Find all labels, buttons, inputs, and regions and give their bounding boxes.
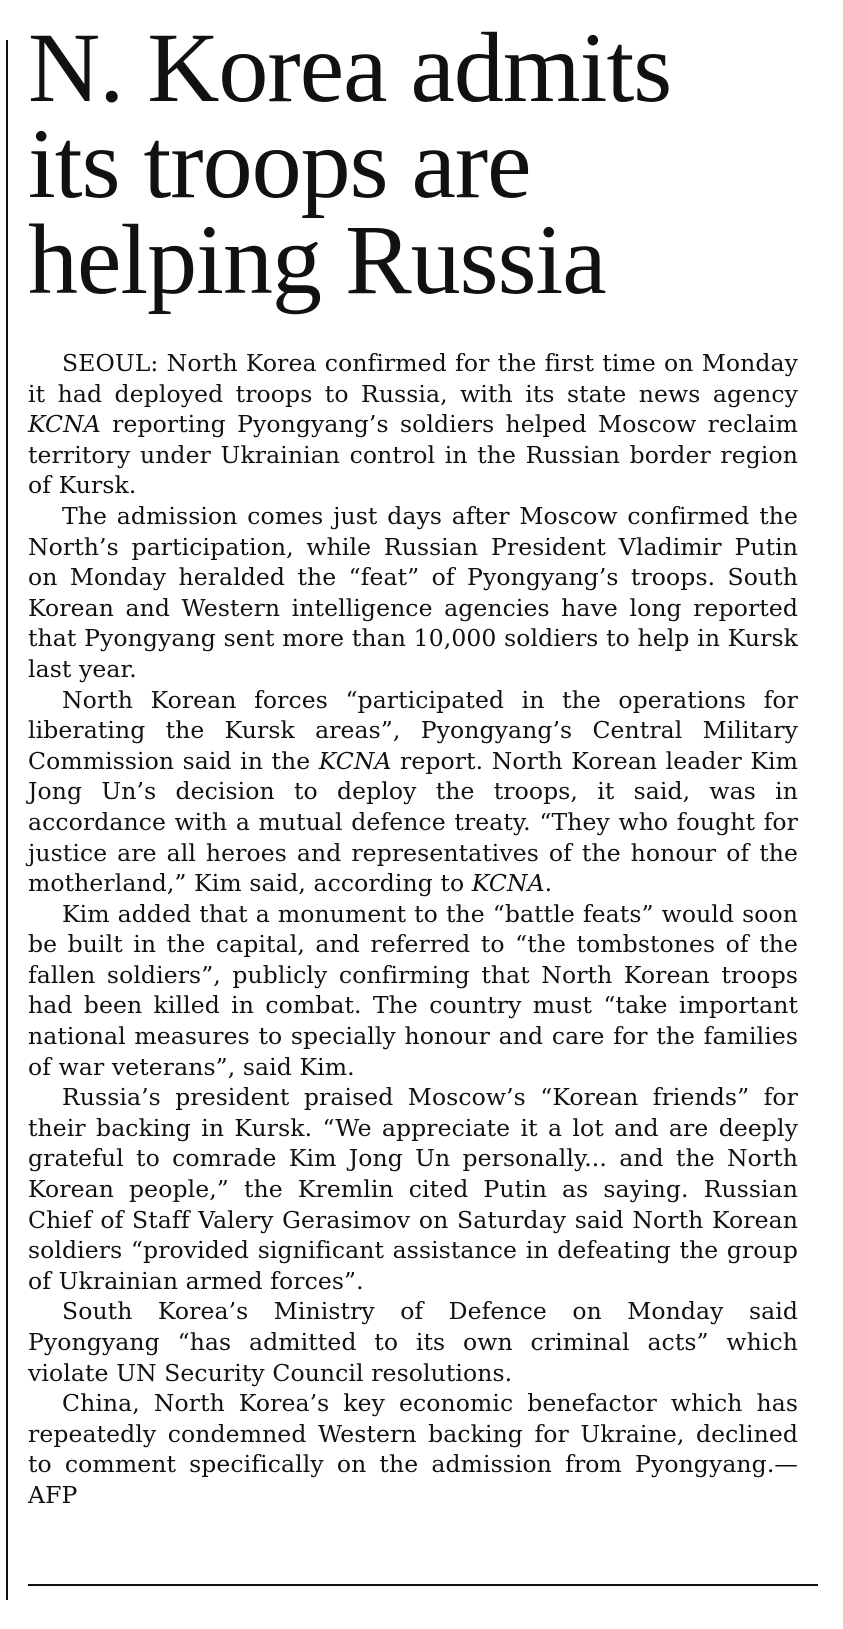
paragraph-3-agency-name: KCNA [318,746,392,775]
paragraph-3 [28,685,798,899]
headline-line-1: N. Korea admits [28,12,672,123]
paragraph-2 [28,501,798,685]
paragraph-5 [28,1082,798,1296]
news-article [28,12,798,1511]
paragraph-1 [28,348,798,501]
paragraph-2-text: The admission comes just days after Moscow confirmed the North’s participation, while Russian President Vladimir Putin on Monday heralded the “feat” of Pyongyang’s troops. South Korean and Western intelligence agencies have long reported that Pyongyang sent more than 10,000 soldiers to help in Kursk last year. [28,501,798,683]
paragraph-5-text: Russia’s president praised Moscow’s “Korean friends” for their backing in Kursk. “We appreciate it a lot and are deeply grateful to comrade Kim Jong Un personally... and the North Korean people,” the Kremlin cited Putin as saying. Russian Chief of Staff Valery Gerasimov on Saturday said North Korean soldiers “provided significant assistance in defeating the group of Ukrainian armed forces”. [28,1083,798,1295]
paragraph-7-text: China, North Korea’s key economic benefactor which has repeatedly condemned Western backing for Ukraine, declined to comment specifically on the admission from Pyongyang.—AFP [28,1389,798,1509]
paragraph-3-text-a: North Korean forces “participated in the operations for liberating the Kursk areas”, Pyongyang’s Central Military Commission said in the [28,685,798,775]
paragraph-6-text: South Korea’s Ministry of Defence on Monday said Pyongyang “has admitted to its own criminal acts” which violate UN Security Council resolutions. [28,1297,798,1387]
paragraph-1-text-b: reporting Pyongyang’s soldiers helped Moscow reclaim territory under Ukrainian control in the Russian border region of Kursk. [28,410,798,500]
article-body [28,348,798,1511]
paragraph-4-text: Kim added that a monument to the “battle feats” would soon be built in the capital, and referred to “the tombstones of the fallen soldiers”, publicly confirming that North Korean troops had been killed in combat. The country must “take important national measures to specially honour and care for the families of war veterans”, said Kim. [28,899,798,1081]
paragraph-4 [28,899,798,1083]
paragraph-3-agency-name-2: KCNA [471,869,545,898]
paragraph-6 [28,1296,798,1388]
paragraph-1-agency-name: KCNA [28,410,101,439]
paragraph-1-text-a: SEOUL: North Korea confirmed for the first time on Monday it had deployed troops to Russia, with its state news agency [28,349,798,408]
left-column-rule [6,40,8,1600]
paragraph-3-text-b: report. North Korean leader Kim Jong Un’s decision to deploy the troops, it said, was in accordance with a mutual defence treaty. “They who fought for justice are all heroes and representatives of the honour of the motherland,” Kim said, according to [28,746,798,898]
headline-line-3: helping Russia [28,204,606,315]
headline [28,12,798,315]
paragraph-7 [28,1388,798,1510]
bottom-rule [28,1584,818,1586]
paragraph-3-text-c: . [544,869,553,898]
headline-line-2: its troops are [28,108,531,219]
